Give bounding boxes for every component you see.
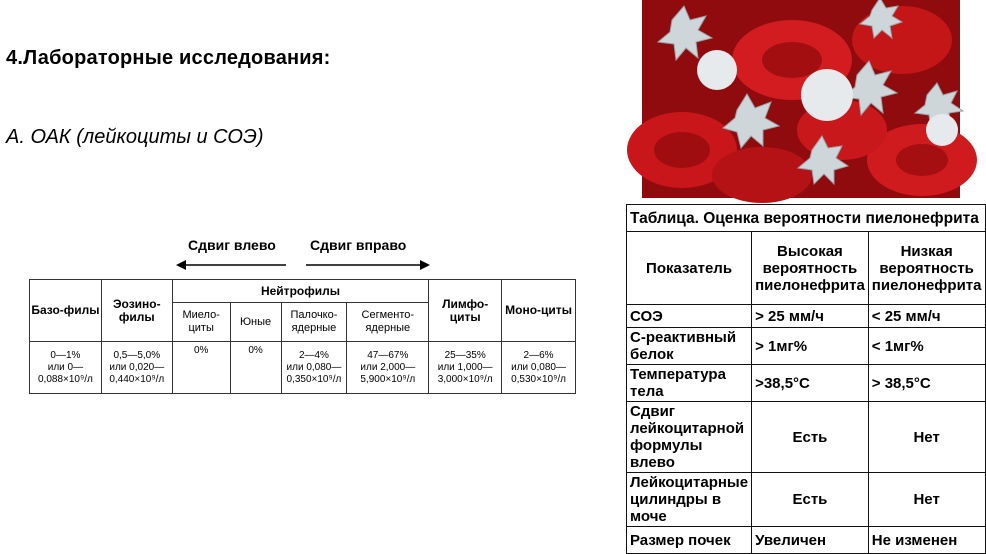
- value-segmented: 47—67% или 2,000— 5,900×10⁹/л: [347, 342, 429, 394]
- pyelo-table-title: Таблица. Оценка вероятности пиелонефрита: [627, 205, 986, 232]
- value-eosinophils: 0,5—5,0% или 0,020— 0,440×10⁹/л: [101, 342, 172, 394]
- row-indicator: Сдвиг лейкоцитарной формулы влево: [627, 402, 752, 473]
- value-monocytes: 2—6% или 0,080— 0,530×10⁹/л: [502, 342, 576, 394]
- header-basophils: Базо-филы: [30, 280, 102, 342]
- shift-right-label: Сдвиг вправо: [310, 237, 407, 253]
- row-high: Есть: [752, 402, 869, 473]
- subheader-segmented: Сегменто-ядерные: [347, 303, 429, 342]
- header-lymphocytes: Лимфо-циты: [429, 280, 502, 342]
- row-indicator: Размер почек: [627, 527, 752, 554]
- row-indicator: Лейкоцитарные цилиндры в моче: [627, 473, 752, 527]
- subheader-band: Палочко-ядерные: [281, 303, 347, 342]
- slide-heading: 4.Лабораторные исследования:: [6, 47, 331, 69]
- shift-left-label: Сдвиг влево: [188, 237, 276, 253]
- row-high: >38,5°С: [752, 365, 869, 402]
- row-low: > 38,5°С: [868, 365, 985, 402]
- row-high: > 1мг%: [752, 328, 869, 365]
- subheader-young: Юные: [230, 303, 281, 342]
- blood-cells-illustration: [642, 0, 960, 198]
- row-high: Увеличен: [752, 527, 869, 554]
- value-band: 2—4% или 0,080— 0,350×10⁹/л: [281, 342, 347, 394]
- value-basophils: 0—1% или 0— 0,088×10⁹/л: [30, 342, 102, 394]
- value-myelocytes: 0%: [172, 342, 230, 394]
- row-low: < 25 мм/ч: [868, 305, 985, 328]
- blood-cells-photo: [642, 0, 960, 198]
- column-low-probability: Низкая вероятность пиелонефрита: [868, 232, 985, 305]
- header-monocytes: Моно-циты: [502, 280, 576, 342]
- pyelonephritis-probability-table: [626, 204, 986, 554]
- header-eosinophils: Эозино-филы: [101, 280, 172, 342]
- column-indicator: Показатель: [627, 232, 752, 305]
- row-low: Нет: [868, 402, 985, 473]
- value-lymphocytes: 25—35% или 1,000— 3,000×10⁹/л: [429, 342, 502, 394]
- row-indicator: Температура тела: [627, 365, 752, 402]
- row-indicator: СОЭ: [627, 305, 752, 328]
- row-low: < 1мг%: [868, 328, 985, 365]
- row-indicator: С-реактивный белок: [627, 328, 752, 365]
- column-high-probability: Высокая вероятность пиелонефрита: [752, 232, 869, 305]
- row-high: Есть: [752, 473, 869, 527]
- value-young: 0%: [230, 342, 281, 394]
- arrow-left-icon: [176, 259, 286, 271]
- row-high: > 25 мм/ч: [752, 305, 869, 328]
- arrow-right-icon: [306, 259, 430, 271]
- row-low: Не изменен: [868, 527, 985, 554]
- slide-subheading: А. ОАК (лейкоциты и СОЭ): [6, 126, 264, 148]
- leukocyte-formula-table: [29, 279, 576, 394]
- subheader-myelocytes: Миело-циты: [172, 303, 230, 342]
- row-low: Нет: [868, 473, 985, 527]
- header-neutrophils: Нейтрофилы: [172, 280, 429, 303]
